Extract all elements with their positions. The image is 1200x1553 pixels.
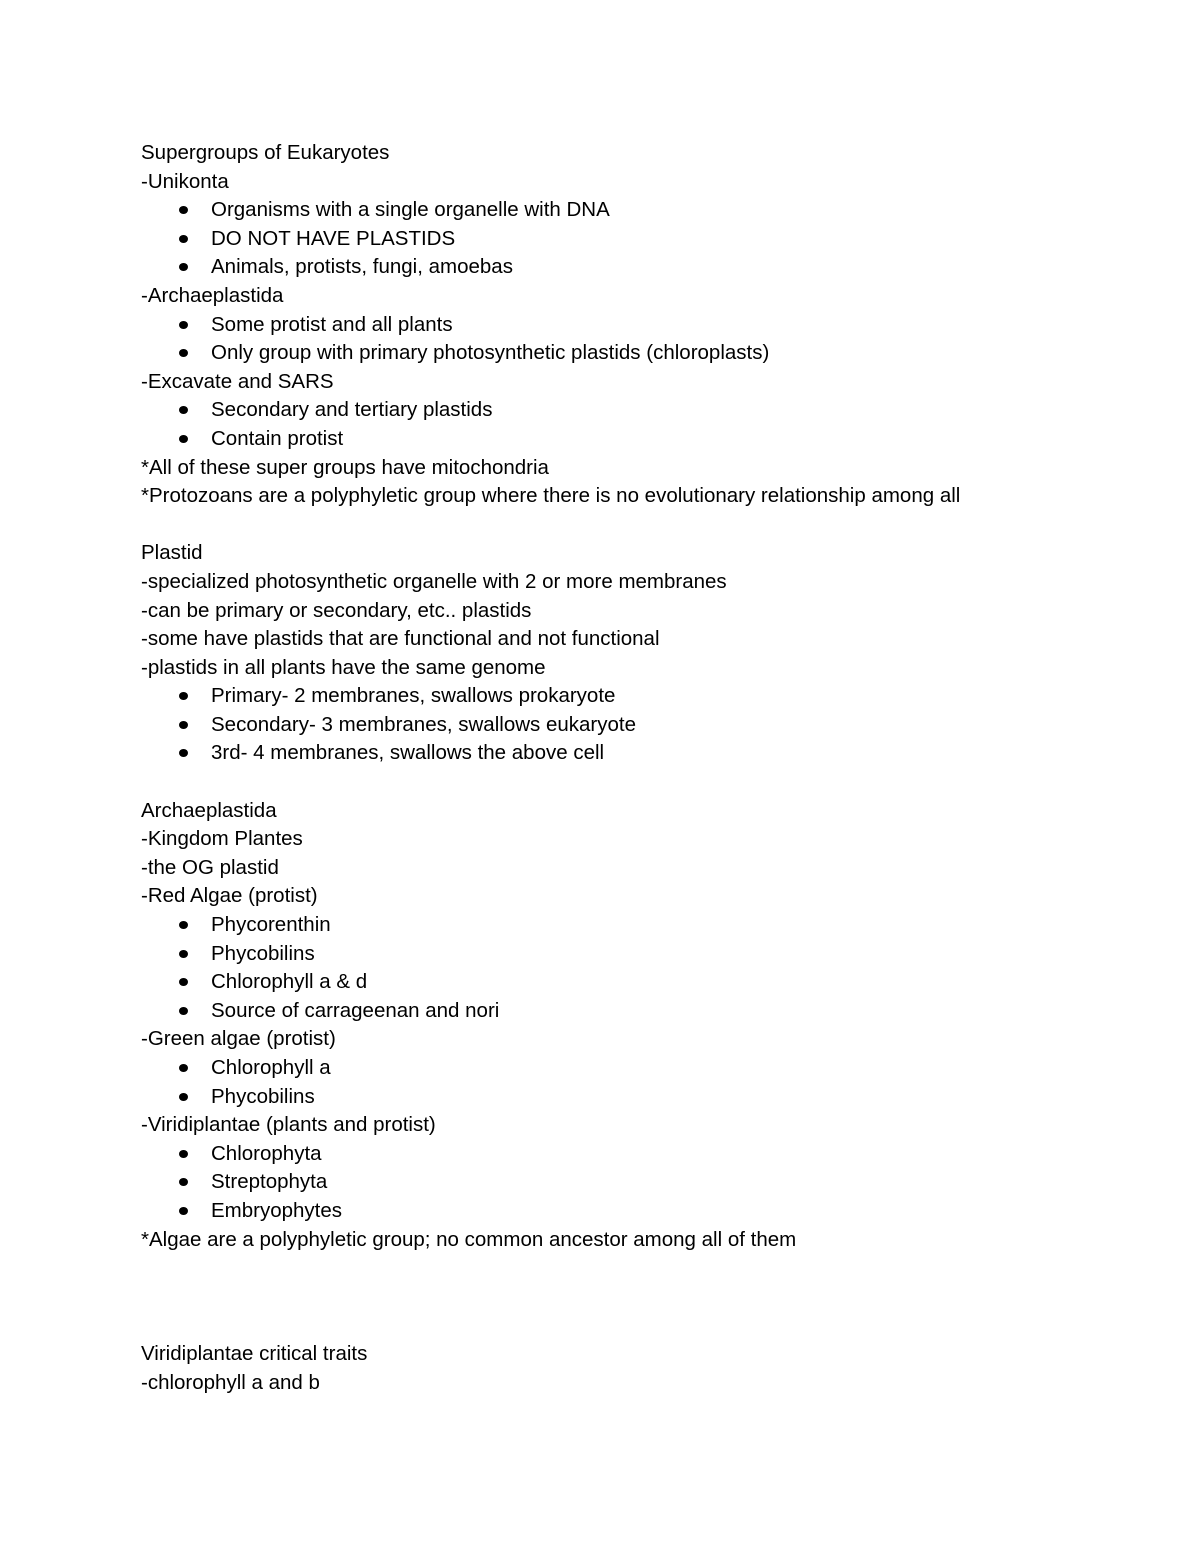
- bullet-item: [141, 1197, 1141, 1226]
- bullet-text: DO NOT HAVE PLASTIDS: [211, 226, 456, 250]
- bullet-item: [141, 1083, 1141, 1112]
- bullet-text: Chlorophyta: [211, 1141, 322, 1165]
- text-line: *Protozoans are a polyphyletic group where there is no evolutionary relationship among all: [141, 484, 961, 508]
- bullet-dot-icon: [179, 1150, 188, 1158]
- bullet-text: Chlorophyll a & d: [211, 970, 368, 994]
- text-line: -Viridiplantae (plants and protist): [141, 1113, 436, 1137]
- bullet-item: [141, 940, 1141, 969]
- document-body: [141, 139, 1141, 1397]
- text-line: Archaeplastida: [141, 798, 277, 822]
- bullet-dot-icon: [179, 721, 188, 729]
- bullet-item: [141, 425, 1141, 454]
- bullet-dot-icon: [179, 978, 188, 986]
- blank-line: [141, 768, 1141, 797]
- bullet-dot-icon: [179, 321, 188, 329]
- bullet-text: Source of carrageenan and nori: [211, 998, 500, 1022]
- text-line: *Algae are a polyphyletic group; no common ancestor among all of them: [141, 1227, 797, 1251]
- bullet-dot-icon: [179, 692, 188, 700]
- bullet-item: [141, 711, 1141, 740]
- text-line: -chlorophyll a and b: [141, 1370, 320, 1394]
- bullet-item: [141, 1140, 1141, 1169]
- blank-line: [141, 1254, 1141, 1283]
- bullet-dot-icon: [179, 263, 188, 271]
- bullet-item: [141, 225, 1141, 254]
- bullet-item: [141, 253, 1141, 282]
- text-line: -plastids in all plants have the same genome: [141, 655, 546, 679]
- text-line: -Red Algae (protist): [141, 884, 318, 908]
- bullet-text: 3rd- 4 membranes, swallows the above cell: [211, 741, 605, 765]
- text-line: -Green algae (protist): [141, 1027, 336, 1051]
- bullet-text: Phycobilins: [211, 1084, 315, 1108]
- blank-line: [141, 1311, 1141, 1340]
- text-line: -Excavate and SARS: [141, 369, 334, 393]
- bullet-text: Animals, protists, fungi, amoebas: [211, 255, 513, 279]
- bullet-dot-icon: [179, 1064, 188, 1072]
- bullet-text: Secondary and tertiary plastids: [211, 398, 493, 422]
- text-line: Viridiplantae critical traits: [141, 1341, 368, 1365]
- bullet-dot-icon: [179, 435, 188, 443]
- blank-line: [141, 511, 1141, 540]
- bullet-text: Embryophytes: [211, 1198, 343, 1222]
- text-line: Supergroups of Eukaryotes: [141, 141, 390, 164]
- bullet-item: [141, 911, 1141, 940]
- bullet-item: [141, 1168, 1141, 1197]
- text-line: -specialized photosynthetic organelle with 2 or more membranes: [141, 569, 727, 593]
- bullet-dot-icon: [179, 749, 188, 757]
- bullet-item: [141, 196, 1141, 225]
- blank-line: [141, 1283, 1141, 1312]
- bullet-text: Chlorophyll a: [211, 1056, 331, 1079]
- bullet-item: [141, 396, 1141, 425]
- text-line: -some have plastids that are functional and not functional: [141, 627, 660, 651]
- text-line: -Kingdom Plantes: [141, 827, 303, 851]
- bullet-text: Contain protist: [211, 426, 344, 450]
- bullet-dot-icon: [179, 921, 188, 929]
- bullet-dot-icon: [179, 1007, 188, 1015]
- text-line: *All of these super groups have mitochondria: [141, 455, 549, 479]
- bullet-item: [141, 682, 1141, 711]
- bullet-text: Only group with primary photosynthetic plastids (chloroplasts): [211, 341, 770, 365]
- bullet-text: Phycobilins: [211, 941, 315, 965]
- bullet-item: [141, 739, 1141, 768]
- bullet-item: [141, 968, 1141, 997]
- bullet-item: [141, 997, 1141, 1026]
- text-line: -the OG plastid: [141, 855, 279, 879]
- bullet-text: Primary- 2 membranes, swallows prokaryote: [211, 684, 616, 708]
- text-line: -Unikonta: [141, 169, 229, 193]
- bullet-dot-icon: [179, 206, 188, 214]
- bullet-text: Streptophyta: [211, 1170, 328, 1194]
- text-line: Plastid: [141, 541, 203, 565]
- bullet-text: Some protist and all plants: [211, 312, 453, 336]
- bullet-item: [141, 1054, 1141, 1083]
- bullet-dot-icon: [179, 349, 188, 357]
- bullet-text: Secondary- 3 membranes, swallows eukaryote: [211, 712, 636, 736]
- bullet-item: [141, 339, 1141, 368]
- bullet-text: Phycorenthin: [211, 913, 331, 937]
- bullet-item: [141, 311, 1141, 340]
- bullet-dot-icon: [179, 235, 188, 243]
- bullet-dot-icon: [179, 406, 188, 414]
- bullet-text: Organisms with a single organelle with DNA: [211, 198, 610, 222]
- bullet-dot-icon: [179, 1093, 188, 1101]
- bullet-dot-icon: [179, 950, 188, 958]
- text-line: -Archaeplastida: [141, 283, 284, 307]
- bullet-dot-icon: [179, 1178, 188, 1186]
- bullet-dot-icon: [179, 1207, 188, 1215]
- text-line: -can be primary or secondary, etc.. plastids: [141, 598, 532, 622]
